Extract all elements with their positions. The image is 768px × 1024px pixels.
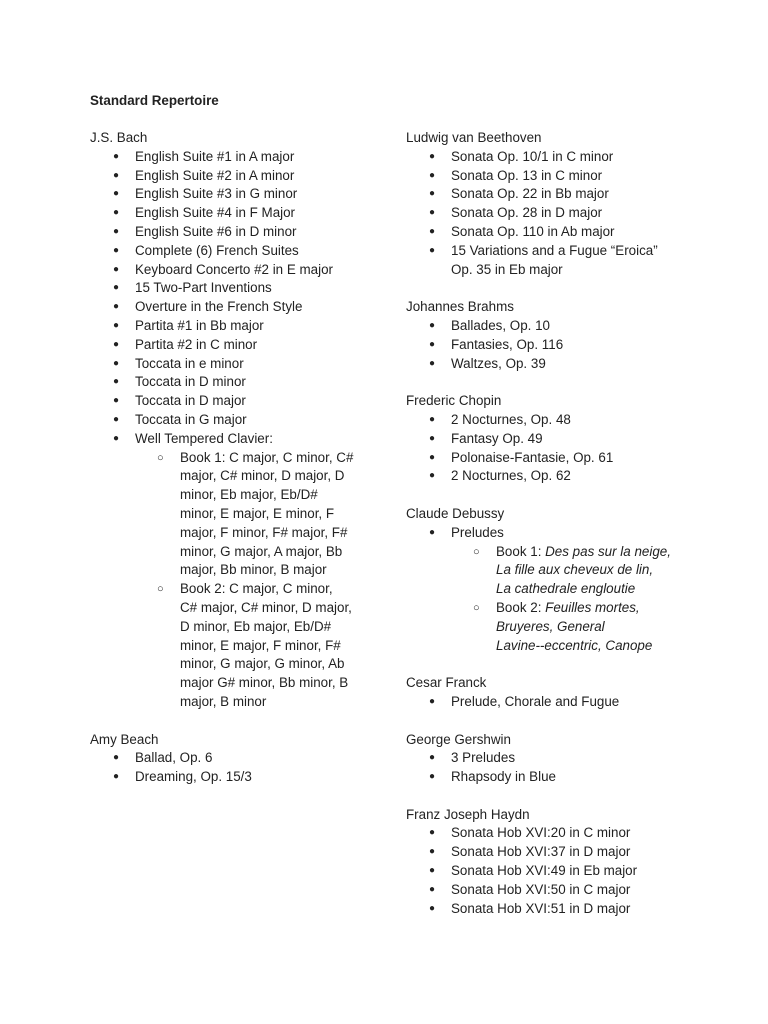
composer-name: J.S. Bach — [90, 130, 148, 145]
list-item: ● Well Tempered Clavier: ○ Book 1: C major, C minor, C# major, C# minor, D major, D minor, Eb major, Eb/D# minor, E major, E minor, F major, F minor, F# major, F# minor, G major, A major, Bb major, Bb minor, B major ○ Book 2: C major, C minor, C# major, C# minor, D major, D minor, Eb major, Eb/D# minor, E major, F minor, F# minor, G major, G minor, Ab major G# minor, Bb minor, B major, B minor — [90, 430, 390, 712]
list-item: ● Preludes ○ Book 1: Des pas sur la neige, La fille aux cheveux de lin, La cathedrale engloutie ○ Book 2: Feuilles mortes, Bruyeres, General Lavine--eccentric, Canope — [406, 524, 736, 656]
work-list — [406, 317, 736, 373]
bullet-icon: ● — [429, 357, 436, 369]
bullet-icon: ● — [113, 301, 120, 313]
bullet-icon: ● — [429, 188, 436, 200]
bullet-icon: ● — [113, 282, 120, 294]
work-list — [406, 693, 736, 712]
list-item: ● Sonata Hob XVI:37 in D major — [406, 843, 736, 862]
list-item: ● English Suite #1 in A major — [90, 148, 390, 167]
composer-beethoven — [406, 129, 736, 279]
list-item: ● Fantasies, Op. 116 — [406, 336, 736, 355]
bullet-icon: ● — [113, 188, 120, 200]
list-item: ● Sonata Hob XVI:50 in C major — [406, 881, 736, 900]
bullet-icon: ● — [429, 451, 436, 463]
composer-debussy — [406, 505, 736, 655]
list-item: ● Sonata Hob XVI:49 in Eb major — [406, 862, 736, 881]
bullet-icon: ● — [429, 319, 436, 331]
bullet-icon: ● — [113, 263, 120, 275]
list-item: ● Sonata Op. 110 in Ab major — [406, 223, 736, 242]
bullet-icon: ● — [429, 207, 436, 219]
composer-name: George Gershwin — [406, 731, 511, 747]
bullet-icon: ● — [113, 169, 120, 181]
work-list — [406, 824, 736, 918]
bullet-icon: ● — [113, 319, 120, 331]
list-item: ● English Suite #3 in G minor — [90, 185, 390, 204]
list-item: ● 15 Two-Part Inventions — [90, 279, 390, 298]
circle-bullet-icon: ○ — [473, 545, 480, 558]
bullet-icon: ● — [113, 150, 120, 162]
bullet-icon: ● — [429, 827, 436, 839]
sub-list-item: ○ Book 2: C major, C minor, C# major, C# minor, D major, D minor, Eb major, Eb/D# minor, E major, F minor, F# minor, G major, G minor, Ab major G# minor, Bb minor, B major, B minor — [157, 581, 352, 709]
list-item: ● 2 Nocturnes, Op. 48 — [406, 411, 736, 430]
sub-list — [451, 543, 736, 656]
left-column — [90, 129, 390, 806]
bullet-icon: ● — [429, 225, 436, 237]
circle-bullet-icon: ○ — [157, 583, 164, 596]
composer-name: Frederic Chopin — [406, 393, 502, 409]
list-item: ● Waltzes, Op. 39 — [406, 355, 736, 374]
list-item: ● Overture in the French Style — [90, 298, 390, 317]
circle-bullet-icon: ○ — [473, 601, 480, 614]
work-list — [406, 148, 736, 280]
composer-chopin — [406, 392, 736, 486]
bullet-icon: ● — [429, 883, 436, 895]
list-item: ● Ballades, Op. 10 — [406, 317, 736, 336]
list-item: ● Toccata in D major — [90, 392, 390, 411]
bullet-icon: ● — [429, 865, 436, 877]
circle-bullet-icon: ○ — [157, 451, 164, 464]
bullet-icon: ● — [113, 357, 120, 369]
list-item: ● 15 Variations and a Fugue “Eroica” Op. 35 in Eb major — [429, 242, 658, 277]
bullet-icon: ● — [429, 150, 436, 162]
bullet-icon: ● — [113, 752, 120, 764]
composer-bach — [90, 129, 390, 712]
composer-haydn — [406, 806, 736, 919]
composer-brahms — [406, 298, 736, 373]
sub-list — [135, 449, 390, 712]
page-title: Standard Repertoire — [90, 93, 219, 108]
list-item: ● Prelude, Chorale and Fugue — [406, 693, 736, 712]
bullet-icon: ● — [429, 338, 436, 350]
composer-name: Claude Debussy — [406, 505, 505, 521]
bullet-icon: ● — [429, 695, 436, 707]
list-item: ● Partita #2 in C minor — [90, 336, 390, 355]
list-item: ● Sonata Op. 10/1 in C minor — [406, 148, 736, 167]
work-list — [406, 524, 736, 656]
bullet-icon: ● — [429, 752, 436, 764]
bullet-icon: ● — [429, 771, 436, 783]
list-item: ● Sonata Hob XVI:20 in C minor — [406, 824, 736, 843]
list-item: ● Toccata in G major — [90, 411, 390, 430]
list-item: ● Fantasy Op. 49 — [406, 430, 736, 449]
composer-beach — [90, 731, 390, 787]
sub-list-item: ○ Book 1: C major, C minor, C# major, C# minor, D major, D minor, Eb major, Eb/D# minor, E major, E minor, F major, F minor, F# major, F# minor, G major, A major, Bb major, Bb minor, B major — [157, 449, 354, 578]
bullet-icon: ● — [429, 470, 436, 482]
composer-name: Johannes Brahms — [406, 299, 514, 315]
list-item: ● Sonata Op. 28 in D major — [406, 204, 736, 223]
list-item: ● English Suite #2 in A minor — [90, 167, 390, 186]
bullet-icon: ● — [113, 207, 120, 219]
list-item: ● Complete (6) French Suites — [90, 242, 390, 261]
bullet-icon: ● — [429, 902, 436, 914]
list-item: ● English Suite #4 in F Major — [90, 204, 390, 223]
composer-name: Franz Joseph Haydn — [406, 806, 530, 822]
bullet-icon: ● — [429, 526, 436, 538]
bullet-icon: ● — [429, 169, 436, 181]
list-item: ● Sonata Op. 22 in Bb major — [406, 185, 736, 204]
list-item: ● Polonaise-Fantasie, Op. 61 — [406, 449, 736, 468]
bullet-icon: ● — [429, 846, 436, 858]
list-item: ● Toccata in D minor — [90, 373, 390, 392]
bullet-icon: ● — [113, 413, 120, 425]
sub-list-item: ○ Book 2: Feuilles mortes, Bruyeres, General Lavine--eccentric, Canope — [473, 599, 653, 653]
composer-franck — [406, 674, 736, 712]
list-item: ● Partita #1 in Bb major — [90, 317, 390, 336]
right-column — [406, 129, 736, 937]
list-item: ● Keyboard Concerto #2 in E major — [90, 261, 390, 280]
bullet-icon: ● — [113, 338, 120, 350]
composer-gershwin — [406, 731, 736, 787]
list-item: ● 2 Nocturnes, Op. 62 — [406, 467, 736, 486]
list-item: ● Rhapsody in Blue — [406, 768, 736, 787]
bullet-icon: ● — [113, 395, 120, 407]
bullet-icon: ● — [429, 413, 436, 425]
work-list — [406, 749, 736, 787]
bullet-icon: ● — [113, 225, 120, 237]
composer-name: Cesar Franck — [406, 675, 487, 691]
work-list — [90, 148, 390, 712]
composer-name: Ludwig van Beethoven — [406, 130, 542, 145]
list-item: ● English Suite #6 in D minor — [90, 223, 390, 242]
bullet-icon: ● — [429, 432, 436, 444]
work-list — [90, 749, 390, 787]
composer-name: Amy Beach — [90, 731, 159, 747]
bullet-icon: ● — [113, 376, 120, 388]
bullet-icon: ● — [113, 244, 120, 256]
list-item: ● 3 Preludes — [406, 749, 736, 768]
list-item: ● Sonata Hob XVI:51 in D major — [406, 900, 736, 919]
list-item: ● Dreaming, Op. 15/3 — [90, 768, 390, 787]
list-item: ● Toccata in e minor — [90, 355, 390, 374]
list-item: ● Sonata Op. 13 in C minor — [406, 167, 736, 186]
list-item: ● Ballad, Op. 6 — [90, 749, 390, 768]
bullet-icon: ● — [113, 432, 120, 444]
sub-list-item: ○ Book 1: Des pas sur la neige, La fille aux cheveux de lin, La cathedrale engloutie — [473, 543, 671, 597]
bullet-icon: ● — [429, 244, 436, 256]
work-list — [406, 411, 736, 486]
bullet-icon: ● — [113, 771, 120, 783]
